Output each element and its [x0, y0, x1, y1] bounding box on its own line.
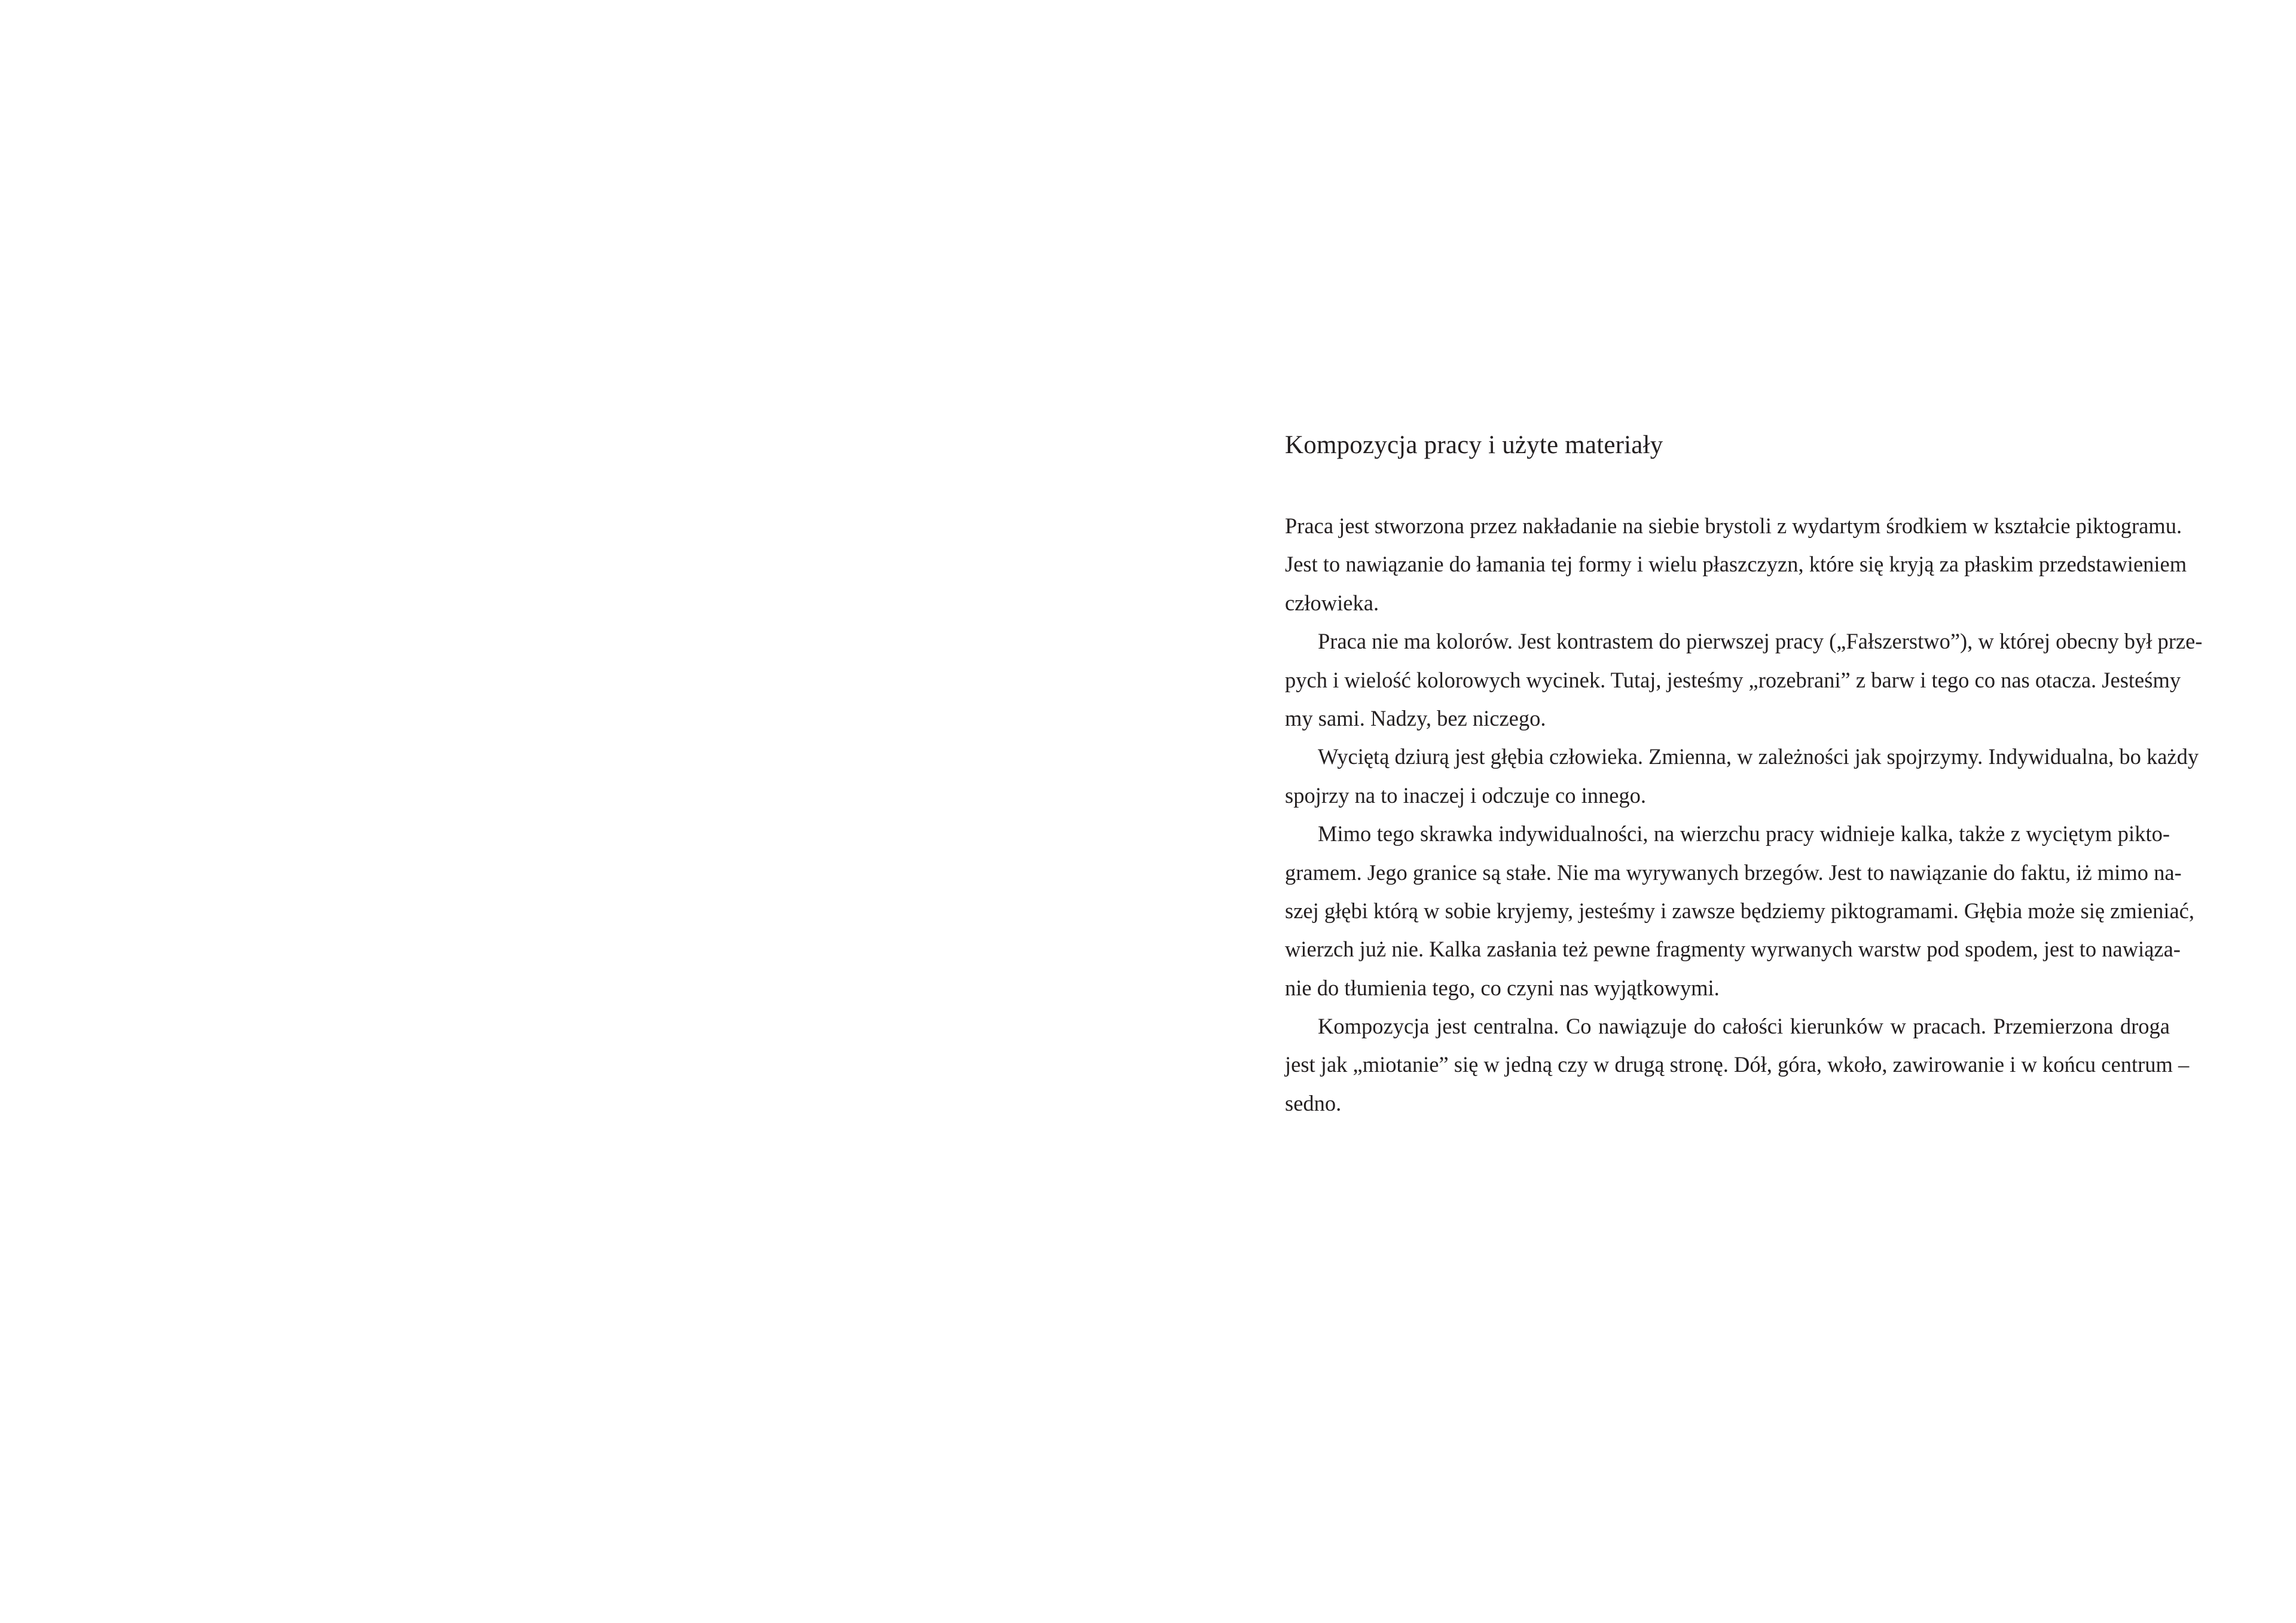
text-line: wierzch już nie. Kalka zasłania też pewne fragmenty wyrwanych warstw pod spodem, jest to nawiąza-: [1285, 937, 2181, 962]
text-line: Praca jest stworzona przez nakładanie na siebie brystoli z wydartym środkiem w kształcie piktogramu.: [1285, 514, 2182, 538]
text-line: my sami. Nadzy, bez niczego.: [1285, 705, 1546, 730]
section-heading: Kompozycja pracy i użyte materiały: [1285, 431, 1663, 459]
body-text: [1285, 507, 2203, 1123]
text-line: nie do tłumienia tego, co czyni nas wyjątkowymi.: [1285, 975, 1720, 1000]
text-line: Jest to nawiązanie do łamania tej formy i wielu płaszczyzn, które się kryją za płaskim przedstawieniem: [1285, 552, 2187, 577]
text-line: spojrzy na to inaczej i odczuje co innego.: [1285, 783, 1647, 808]
text-line: jest jak „miotanie” się w jedną czy w drugą stronę. Dół, góra, wkoło, zawirowanie i w końcu centrum –: [1285, 1052, 2190, 1077]
text-line: Mimo tego skrawka indywidualności, na wierzchu pracy widnieje kalka, także z wyciętym pikto-: [1318, 821, 2170, 846]
text-line: człowieka.: [1285, 590, 1379, 615]
text-line: gramem. Jego granice są stałe. Nie ma wyrywanych brzegów. Jest to nawiązanie do faktu, iż mimo na-: [1285, 860, 2182, 885]
text-line: sedno.: [1285, 1090, 1342, 1115]
text-line: Wyciętą dziurą jest głębia człowieka. Zmienna, w zależności jak spojrzymy. Indywidualna, bo każdy: [1318, 744, 2199, 769]
text-line: szej głębi którą w sobie kryjemy, jesteśmy i zawsze będziemy piktogramami. Głębia może się zmieniać,: [1285, 898, 2195, 923]
text-line: pych i wielość kolorowych wycinek. Tutaj, jesteśmy „rozebrani” z barw i tego co nas otacza. Jesteśmy: [1285, 667, 2181, 692]
text-line: Kompozycja jest centralna. Co nawiązuje do całości kierunków w pracach. Przemierzona droga: [1318, 1014, 2170, 1039]
right-page: [1148, 0, 2296, 1623]
text-line: Praca nie ma kolorów. Jest kontrastem do pierwszej pracy („Fałszerstwo”), w której obecny był prze-: [1318, 629, 2203, 654]
